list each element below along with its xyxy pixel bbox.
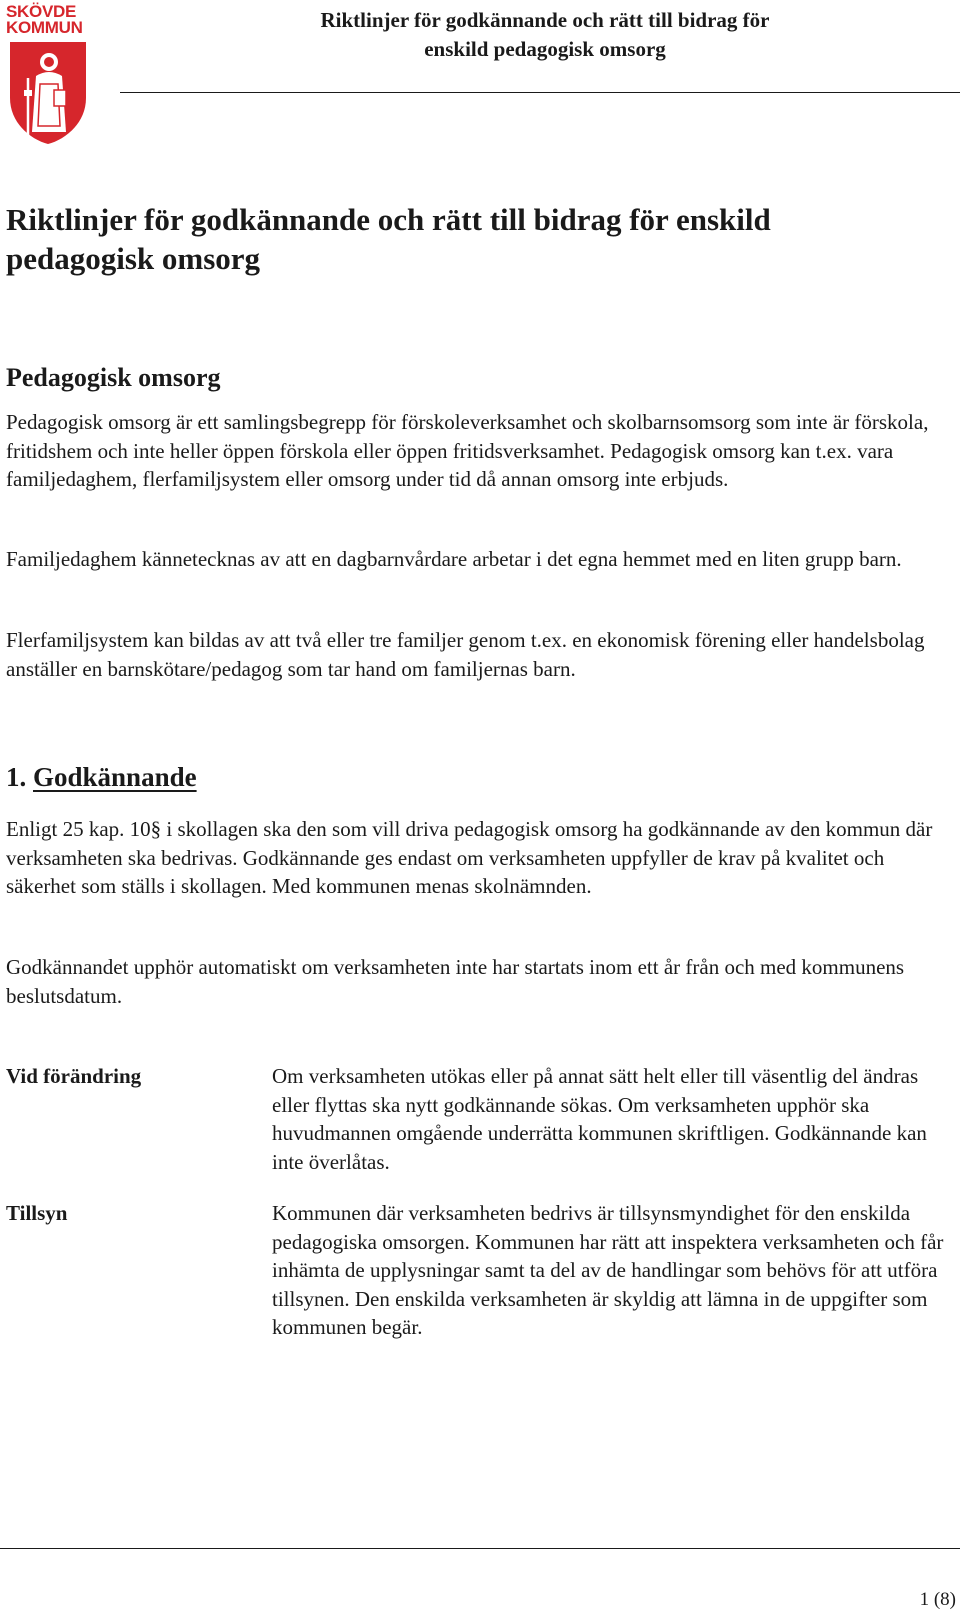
header-divider	[120, 92, 960, 93]
section-title: Godkännande	[33, 762, 197, 792]
paragraph-skollagen: Enligt 25 kap. 10§ i skollagen ska den som vill driva pedagogisk omsorg ha godkännande av den kommun där verksamheten ska bedrivas. Godkännande ges endast om verksamheten uppfyller de krav på kvalitet och säkerhet som ställs i skollagen. Med kommunen menas skolnämnden.	[6, 817, 933, 898]
logo-wordmark	[6, 4, 92, 36]
section-number: 1.	[6, 762, 27, 792]
footer-divider	[0, 1548, 960, 1549]
section-heading-godkannande	[6, 760, 197, 794]
paragraph-flerfamiljsystem: Flerfamiljsystem kan bildas av att två eller tre familjer genom t.ex. en ekonomisk förening eller handelsbolag anställer en barnskötare/pedagog som tar hand om familjernas barn.	[6, 628, 925, 681]
row-text-vid-forandring: Om verksamheten utökas eller på annat sätt helt eller till väsentlig del ändras eller flyttas ska nytt godkännande sökas. Om verksamheten upphör ska huvudmannen omgående underrätta kommunen skriftligen. Godkännande kan inte överlåtas.	[272, 1064, 927, 1174]
logo-line-1: SKÖVDE	[6, 2, 76, 21]
document-title: Riktlinjer för godkännande och rätt till bidrag för enskild pedagogisk omsorg	[6, 202, 771, 276]
row-label-tillsyn: Tillsyn	[6, 1201, 68, 1225]
paragraph-definition: Pedagogisk omsorg är ett samlingsbegrepp för förskoleverksamhet och skolbarnsomsorg som inte är förskola, fritidshem och inte heller öppen förskola eller öppen fritidsverksamhet. Pedagogisk omsorg kan t.ex. vara familjedaghem, flerfamiljsystem eller omsorg under tid då annan omsorg inte erbjuds.	[6, 410, 929, 491]
section-heading-pedagogisk-omsorg: Pedagogisk omsorg	[6, 363, 221, 392]
running-header-title	[250, 6, 840, 64]
paragraph-familjedaghem: Familjedaghem kännetecknas av att en dagbarnvårdare arbetar i det egna hemmet med en liten grupp barn.	[6, 547, 902, 571]
row-label-vid-forandring: Vid förändring	[6, 1064, 142, 1088]
running-header-line-2: enskild pedagogisk omsorg	[424, 37, 666, 61]
logo-line-2: KOMMUN	[6, 18, 83, 37]
coat-of-arms-icon	[6, 40, 92, 146]
page-number: 1 (8)	[919, 1589, 956, 1610]
paragraph-upphor: Godkännandet upphör automatiskt om verksamheten inte har startats inom ett år från och med kommunens beslutsdatum.	[6, 955, 905, 1008]
row-text-tillsyn: Kommunen där verksamheten bedrivs är tillsynsmyndighet för den enskilda pedagogiska omsorgen. Kommunen har rätt att inspektera verksamheten och får inhämta de upplysningar samt ta del av de handlingar som behövs för att utföra tillsynen. Den enskilda verksamheten är skyldig att lämna in de uppgifter som kommunen begär.	[272, 1201, 944, 1339]
municipality-logo	[6, 4, 92, 146]
running-header-line-1: Riktlinjer för godkännande och rätt till bidrag för	[320, 8, 770, 32]
